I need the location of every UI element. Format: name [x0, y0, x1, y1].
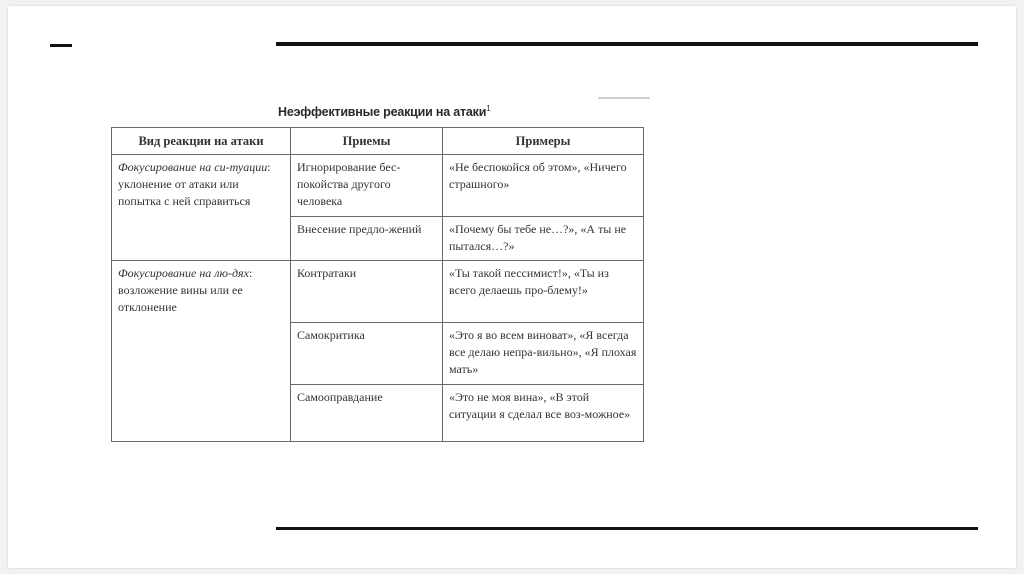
table-header-row — [112, 128, 644, 155]
header-methods: Приемы — [291, 128, 443, 155]
reaction-type-label: Фокусирование на лю-дях — [118, 266, 249, 280]
method-cell: Контратаки — [291, 261, 443, 323]
top-rule — [276, 42, 978, 46]
reaction-type-description: : возложение вины или ее отклонение — [118, 266, 253, 314]
method-cell: Самооправдание — [291, 385, 443, 442]
reaction-type-situation — [112, 155, 291, 261]
example-cell: «Это я во всем виноват», «Я всегда все делаю непра-вильно», «Я плохая мать» — [443, 323, 644, 385]
table-caption — [278, 104, 490, 119]
caption-footnote-mark: 1 — [486, 104, 491, 113]
table-row — [112, 155, 644, 217]
reaction-type-people — [112, 261, 291, 442]
bottom-rule — [276, 527, 978, 530]
slide-dash-mark — [50, 44, 72, 47]
table-row — [112, 261, 644, 323]
header-reaction-type: Вид реакции на атаки — [112, 128, 291, 155]
scan-artifact — [598, 97, 650, 99]
reaction-type-label: Фокусирование на си-туации — [118, 160, 268, 174]
example-cell: «Не беспокойся об этом», «Ничего страшного» — [443, 155, 644, 217]
table-caption-text: Неэффективные реакции на атаки — [278, 105, 487, 120]
example-cell: «Ты такой пессимист!», «Ты из всего делаешь про-блему!» — [443, 261, 644, 323]
example-cell: «Это не моя вина», «В этой ситуации я сделал все воз-можное» — [443, 385, 644, 442]
method-cell: Самокритика — [291, 323, 443, 385]
reactions-table — [111, 127, 644, 442]
method-cell: Внесение предло-жений — [291, 217, 443, 261]
reaction-type-description: : уклонение от атаки или попытка с ней справиться — [118, 160, 271, 208]
example-cell: «Почему бы тебе не…?», «А ты не пытался…?» — [443, 217, 644, 261]
header-examples: Примеры — [443, 128, 644, 155]
method-cell: Игнорирование бес-покойства другого человека — [291, 155, 443, 217]
